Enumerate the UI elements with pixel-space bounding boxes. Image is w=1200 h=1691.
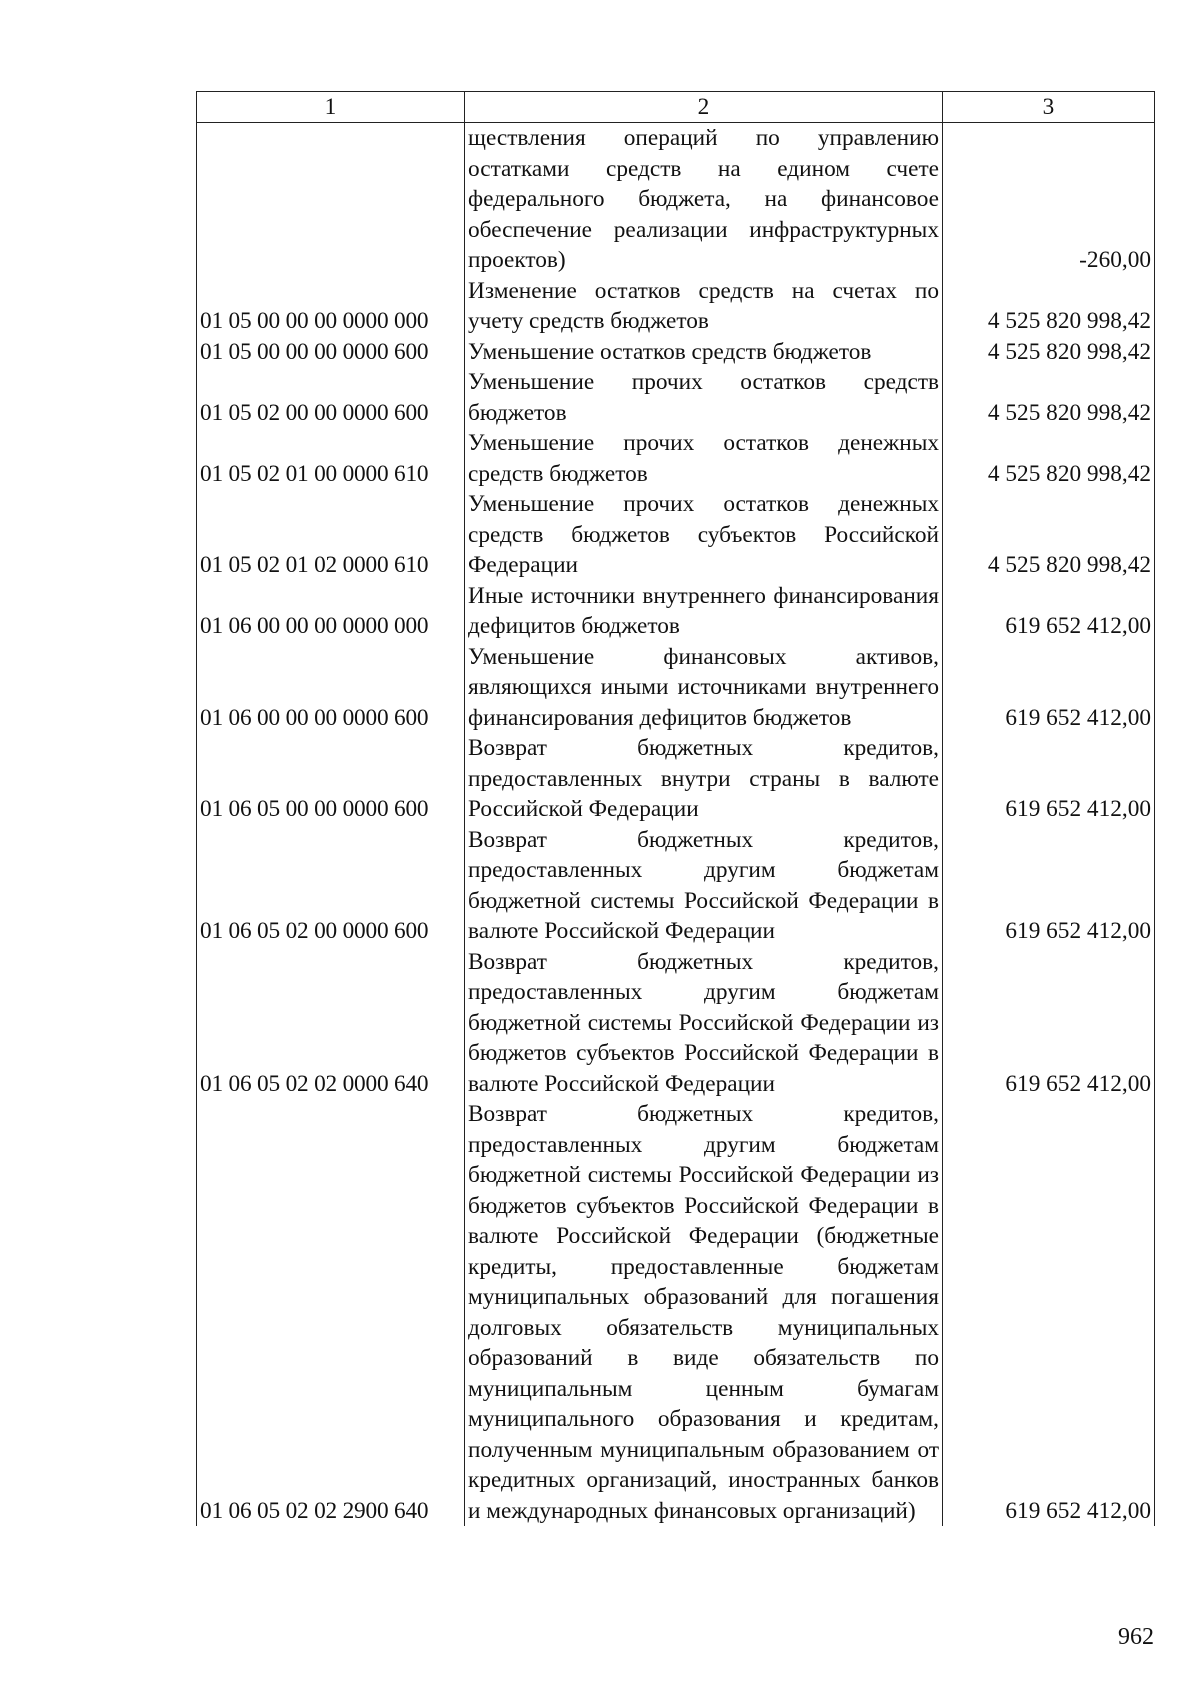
row-name: Возврат бюджетных кредитов, предоставленных другим бюджетам бюджетной системы Российской Федерации из бюджетов субъектов Российской Федерации в валюте Российской Федерации — [465, 947, 943, 1100]
budget-sources-table — [196, 91, 1155, 1526]
row-name: Уменьшение прочих остатков денежных средств бюджетов — [465, 428, 943, 489]
row-code: 01 06 00 00 00 0000 000 — [197, 581, 465, 642]
row-code — [197, 123, 465, 276]
table-header — [197, 92, 1155, 123]
row-name: Изменение остатков средств на счетах по учету средств бюджетов — [465, 276, 943, 337]
row-code: 01 06 05 02 02 0000 640 — [197, 947, 465, 1100]
table-row — [197, 733, 1155, 825]
row-amount: 619 652 412,00 — [943, 947, 1155, 1100]
row-code: 01 05 02 01 02 0000 610 — [197, 489, 465, 581]
table-row — [197, 367, 1155, 428]
row-name: Уменьшение прочих остатков денежных средств бюджетов субъектов Российской Федерации — [465, 489, 943, 581]
table-row — [197, 123, 1155, 276]
row-code: 01 05 00 00 00 0000 000 — [197, 276, 465, 337]
header-col-code: 1 — [197, 92, 465, 123]
header-col-amount: 3 — [943, 92, 1155, 123]
row-code: 01 06 00 00 00 0000 600 — [197, 642, 465, 734]
row-code: 01 05 00 00 00 0000 600 — [197, 337, 465, 368]
row-amount: 619 652 412,00 — [943, 825, 1155, 947]
row-amount: 4 525 820 998,42 — [943, 367, 1155, 428]
row-amount: 4 525 820 998,42 — [943, 337, 1155, 368]
row-name: Уменьшение финансовых активов, являющихся иными источниками внутреннего финансирования дефицитов бюджетов — [465, 642, 943, 734]
table-row — [197, 947, 1155, 1100]
row-amount: -260,00 — [943, 123, 1155, 276]
row-amount: 619 652 412,00 — [943, 642, 1155, 734]
row-amount: 619 652 412,00 — [943, 733, 1155, 825]
table-row — [197, 276, 1155, 337]
row-code: 01 05 02 01 00 0000 610 — [197, 428, 465, 489]
row-name: ществления операций по управлению остатками средств на едином счете федерального бюджета, на финансовое обеспечение реализации инфраструктурных проектов) — [465, 123, 943, 276]
row-amount: 4 525 820 998,42 — [943, 276, 1155, 337]
row-code: 01 06 05 02 00 0000 600 — [197, 825, 465, 947]
table-row — [197, 825, 1155, 947]
row-amount: 619 652 412,00 — [943, 1099, 1155, 1526]
row-amount: 619 652 412,00 — [943, 581, 1155, 642]
row-name: Возврат бюджетных кредитов, предоставленных другим бюджетам бюджетной системы Российской Федерации в валюте Российской Федерации — [465, 825, 943, 947]
row-name: Уменьшение прочих остатков средств бюджетов — [465, 367, 943, 428]
row-code: 01 06 05 00 00 0000 600 — [197, 733, 465, 825]
page-number: 962 — [1118, 1624, 1154, 1650]
row-name: Иные источники внутреннего финансирования дефицитов бюджетов — [465, 581, 943, 642]
row-amount: 4 525 820 998,42 — [943, 489, 1155, 581]
row-code: 01 06 05 02 02 2900 640 — [197, 1099, 465, 1526]
table-row — [197, 642, 1155, 734]
row-name: Уменьшение остатков средств бюджетов — [465, 337, 943, 368]
table-row — [197, 581, 1155, 642]
header-col-name: 2 — [465, 92, 943, 123]
table-row — [197, 337, 1155, 368]
table-row — [197, 428, 1155, 489]
row-code: 01 05 02 00 00 0000 600 — [197, 367, 465, 428]
header-row — [197, 92, 1155, 123]
table-row — [197, 1099, 1155, 1526]
table-body — [197, 123, 1155, 1527]
row-amount: 4 525 820 998,42 — [943, 428, 1155, 489]
table-row — [197, 489, 1155, 581]
row-name: Возврат бюджетных кредитов, предоставленных внутри страны в валюте Российской Федерации — [465, 733, 943, 825]
row-name: Возврат бюджетных кредитов, предоставленных другим бюджетам бюджетной системы Российской Федерации из бюджетов субъектов Российской Федерации в валюте Российской Федерации (бюджетные кредиты, предоставленные бюджетам муниципальных образований для погашения долговых обязательств муниципальных образований в виде обязательств по муниципальным ценным бумагам муниципального образования и кредитам, полученным муниципальным образованием от кредитных организаций, иностранных банков и международных финансовых организаций) — [465, 1099, 943, 1526]
